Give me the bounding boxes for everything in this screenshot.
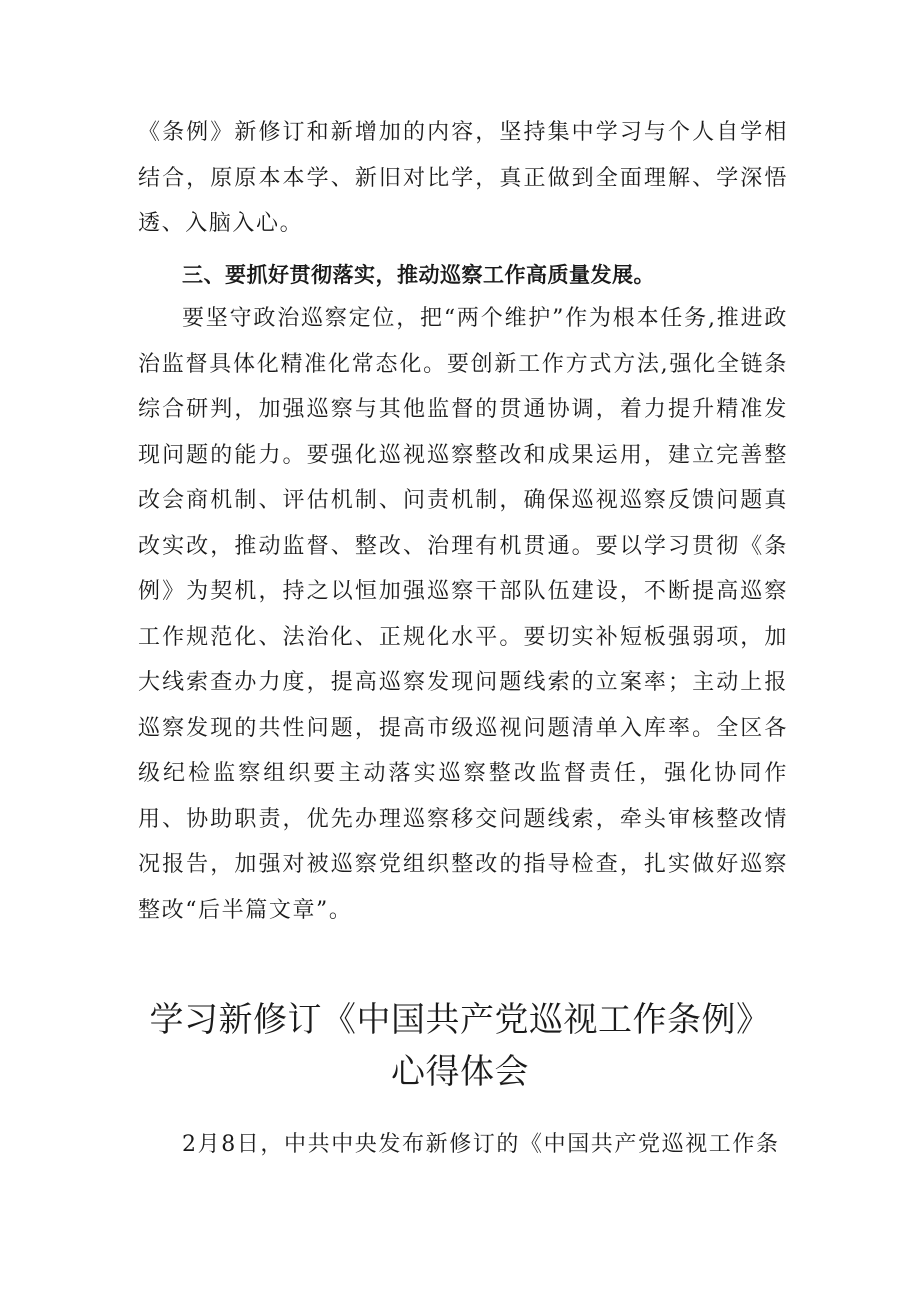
section-heading: 三、要抓好贯彻落实，推动巡察工作高质量发展。 bbox=[182, 263, 655, 287]
document-title bbox=[100, 994, 820, 1098]
continued-paragraph: 《条例》新修订和新增加的内容，坚持集中学习与个人自学相结合，原原本本学、新旧对比学，真正做到全面理解、学深悟透、入脑入心。 bbox=[138, 120, 788, 236]
section-body-paragraph: 要坚守政治巡察定位，把“两个维护”作为根本任务,推进政治监督具体化精准化常态化。要创新工作方式方法,强化全链条综合研判，加强巡察与其他监督的贯通协调，着力提升精准发现问题的能力。要强化巡视巡察整改和成果运用，建立完善整改会商机制、评估机制、问责机制，确保巡视巡察反馈问题真改实改，推动监督、整改、治理有机贯通。要以学习贯彻《条例》为契机，持之以恒加强巡察干部队伍建设，不断提高巡察工作规范化、法治化、正规化水平。要切实补短板强弱项，加大线索查办力度，提高巡察发现问题线索的立案率；主动上报巡察发现的共性问题，提高市级巡视问题清单入库率。全区各级纪检监察组织要主动落实巡察整改监督责任，强化协同作用、协助职责，优先办理巡察移交问题线索，牵头审核整改情况报告，加强对被巡察党组织整改的指导检查，扎实做好巡察整改“后半篇文章”。 bbox=[138, 306, 788, 923]
document-title-line-1: 学习新修订《中国共产党巡视工作条例》 bbox=[149, 1000, 771, 1040]
intro-paragraph: 2月8日，中共中央发布新修订的《中国共产党巡视工作条 bbox=[182, 1132, 780, 1157]
document-title-line-2: 心得体会 bbox=[391, 1052, 529, 1092]
